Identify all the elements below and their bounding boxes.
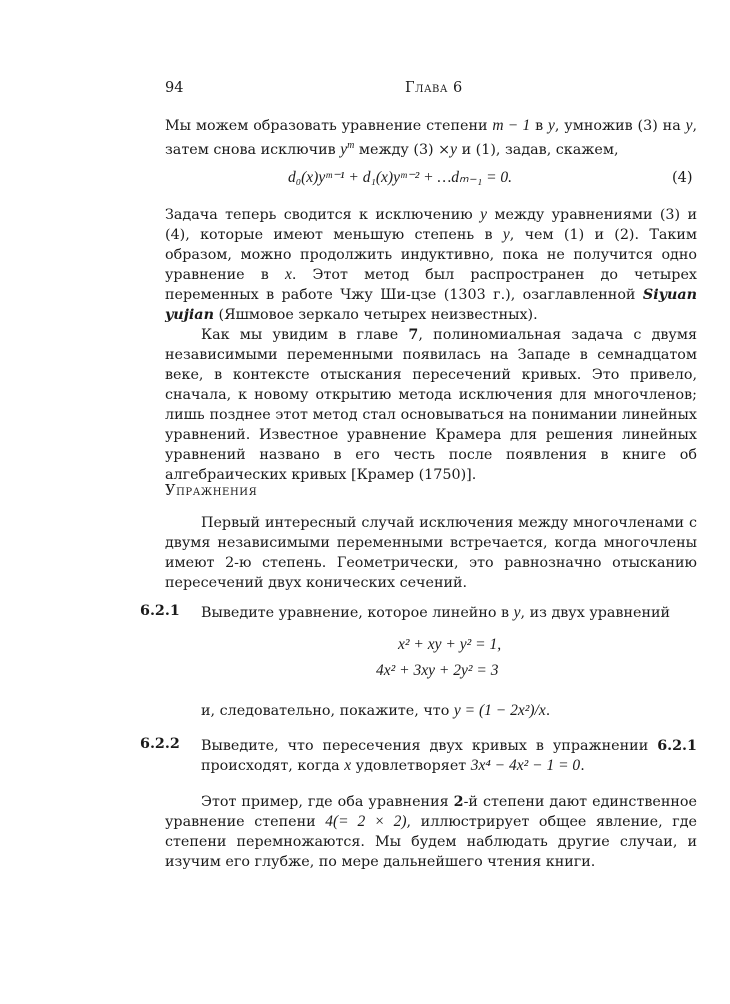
text-run: . Этот метод был распространен до четырех переменных в работе Чжу Ши-цзе (1303 г.), озаглавленной (165, 267, 697, 303)
equation-system-line-1: x² + xy + y² = 1, (398, 636, 502, 653)
text-run: , из двух уравнений (520, 605, 671, 621)
paragraph-summary (165, 792, 697, 872)
exercise-number: 6.2.2 (140, 736, 180, 752)
text-run: Выведите уравнение, которое линейно в (201, 605, 514, 621)
math-inline: m − 1 (492, 117, 531, 134)
equation-system-line-2: 4x² + 3xy + 2y² = 3 (376, 662, 499, 679)
text-run: Мы можем образовать уравнение степени (165, 118, 493, 134)
page-number: 94 (165, 80, 184, 96)
math-inline: 3x⁴ − 4x² − 1 = 0 (470, 757, 581, 774)
text-run: происходят, когда (201, 758, 345, 774)
text-run: Как мы увидим в главе (201, 327, 409, 343)
text-run: Этот пример, где оба уравнения (201, 794, 454, 810)
text-run: (Яшмовое зеркало четырех неизвестных). (213, 307, 538, 323)
text-run: . (545, 703, 551, 719)
chapter-ref: 7 (408, 327, 419, 343)
text-run: , чем (1) и (2). Таким образом, можно продолжить индуктивно, пока не получится одно уравнение в (165, 227, 697, 283)
text-run: между уравнениями (3) и (4), которые имеют меньшую степень в (165, 207, 697, 243)
text-run: , затем снова исключив (165, 118, 698, 158)
text-run: и, следовательно, покажите, что (201, 703, 454, 719)
math-inline: y (685, 117, 693, 134)
text-run: Задача теперь сводится к исключению (165, 207, 481, 223)
paragraph-reduction (165, 205, 697, 325)
text-run: -й степени дают единственное уравнение степени (165, 794, 697, 830)
exercise-number: 6.2.1 (140, 603, 180, 619)
running-header (165, 80, 697, 100)
section-heading: Упражнения (165, 483, 258, 499)
math-superscript: m (347, 140, 355, 151)
exercise-text (201, 736, 697, 776)
paragraph-history (165, 325, 697, 485)
chapter-title: Глава 6 (405, 80, 463, 96)
exercise-text (201, 603, 697, 623)
text-run: , иллюстрирует общее явление, где степени перемножаются. Мы будем наблюдать другие случаи, и изучим его глубже, по мере дальнейшего чтения книги. (165, 814, 697, 870)
book-title: Siyuan yujian (165, 287, 697, 323)
text-run: удовлетворяет (351, 758, 471, 774)
text-run: и (1), задав, скажем, (457, 141, 619, 158)
exercise-conclusion (201, 701, 697, 721)
math-inline: y (480, 206, 487, 223)
math-inline: y (548, 117, 555, 134)
math-inline: x (284, 266, 292, 283)
text-run: Выведите, что пересечения двух кривых в упражнении (201, 738, 658, 754)
exercise-ref: 6.2.1 (657, 738, 697, 754)
text-run: , полиномиальная задача с двумя независимыми переменными появилась на Западе в семнадцатом веке, в контексте отыскания пересечений кривых. Это привело, сначала, к новому открытию метода исключения для многочленов; лишь позднее этот метод стал основываться на понимании линейных уравнений. Известное уравнение Крамера для решения линейных уравнений названо в его честь после появления в книге об алгебраических кривых [Крамер (1750)]. (165, 327, 697, 483)
equation-number: (4) (672, 170, 693, 186)
text-run: , умножив (3) на (554, 118, 686, 134)
math-inline: y (340, 140, 348, 158)
degree-ref: 2 (453, 794, 464, 810)
math-inline: x (344, 757, 352, 774)
math-inline: 4(= 2 × 2) (325, 813, 407, 830)
equation-4: d₀(x)yᵐ⁻¹ + d₁(x)yᵐ⁻² + …dₘ₋₁ = 0. (288, 169, 513, 186)
paragraph-exercises-intro: Первый интересный случай исключения между многочленами с двумя независимыми переменными встречается, когда многочлены имеют 2-ю степень. Геометрически, это равнозначно отысканию пересечений двух конических сечений. (165, 515, 697, 591)
text-run: в (530, 118, 548, 134)
paragraph-intro (165, 116, 697, 160)
text-run: . (580, 758, 585, 774)
math-inline: y = (1 − 2x²)/x (453, 702, 546, 719)
math-inline: y (502, 226, 510, 243)
math-inline: y (450, 140, 458, 158)
math-inline: y (513, 604, 521, 621)
text-run: между (3) × (354, 141, 451, 158)
